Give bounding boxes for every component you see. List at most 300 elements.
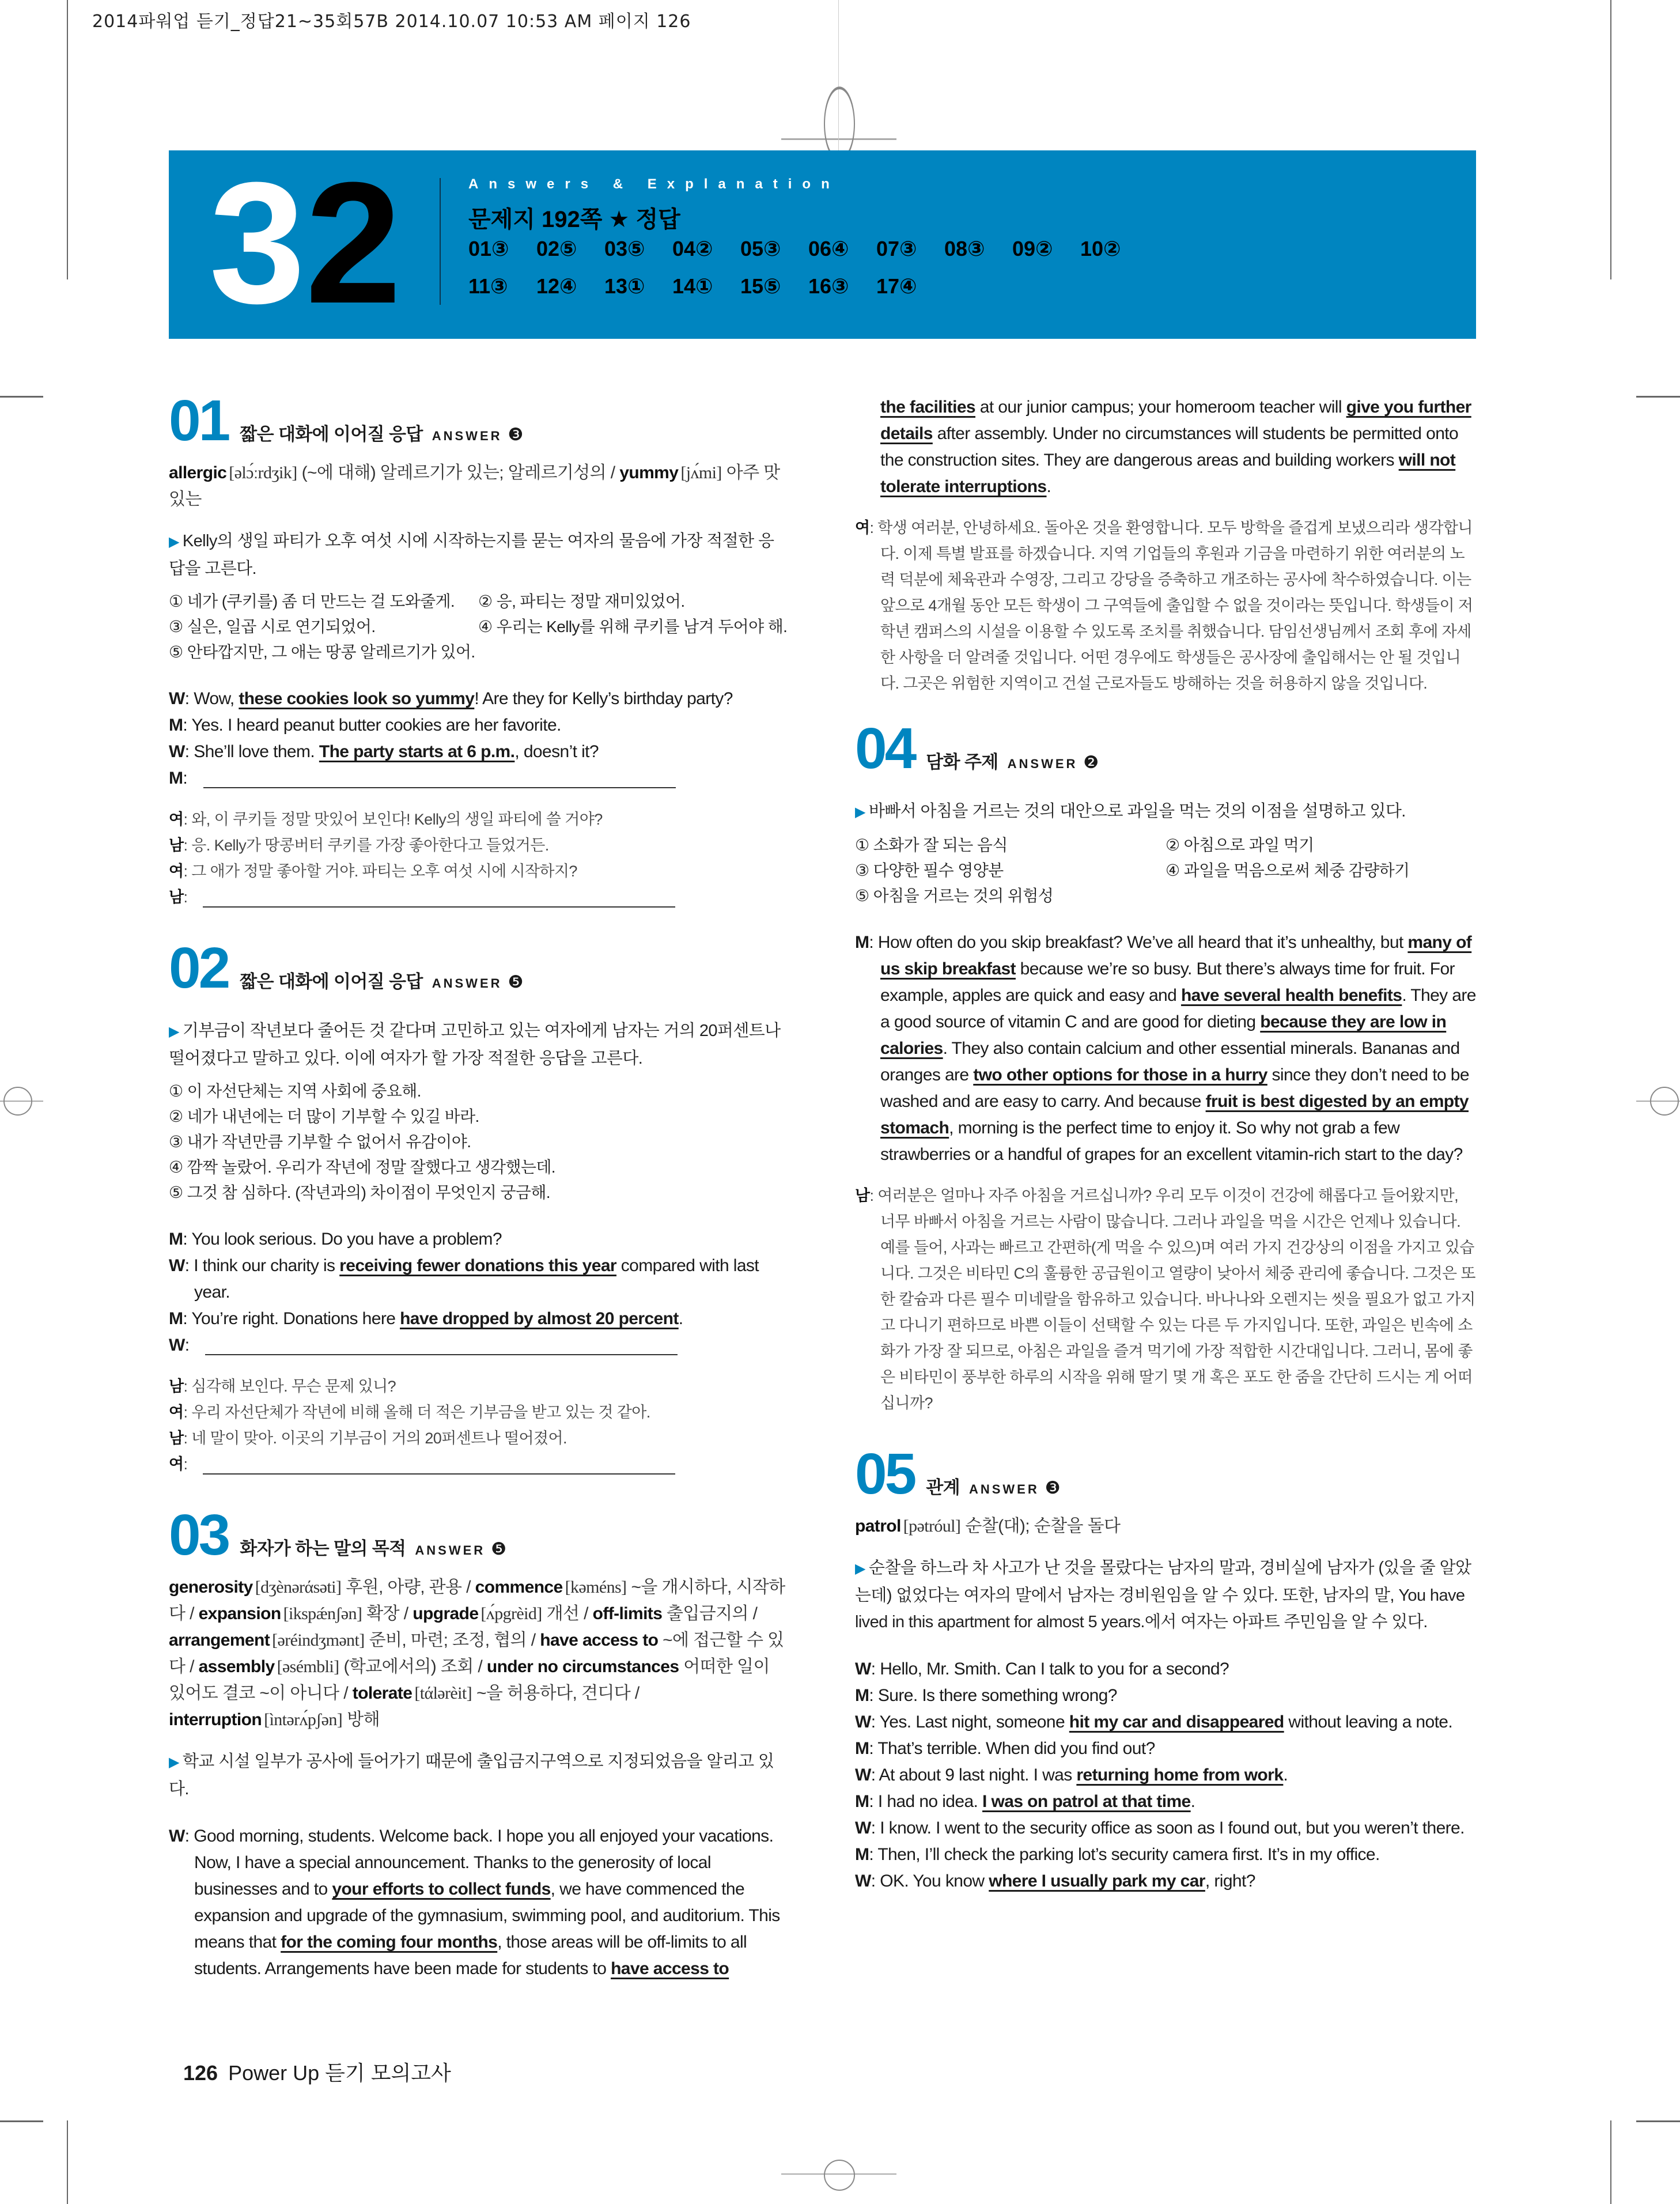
script-line	[855, 1656, 1476, 1683]
vocab-definition: ~을 개시하다, 시작하다 /	[169, 1578, 785, 1623]
speaker-label: 남	[169, 889, 184, 906]
answer-key-item: 17④	[876, 274, 917, 298]
answer-label: ANSWER	[1007, 757, 1078, 771]
section-title: 관계	[926, 1477, 960, 1498]
key-phrase: The party starts at 6 p.m.	[319, 742, 515, 761]
vocab-word: under no circumstances	[486, 1657, 679, 1676]
korean-translation	[855, 1183, 1476, 1416]
english-script	[855, 929, 1476, 1168]
text-run: 우리 자선단체가 작년에 비해 올해 더 적은 기부금을 받고 있는 것 같아.	[191, 1404, 650, 1421]
colon: :	[869, 1845, 878, 1864]
korean-translation	[855, 515, 1476, 697]
vocab-definition: 확장 /	[366, 1604, 413, 1623]
script-line	[855, 1709, 1476, 1736]
answer-key-item: 06④	[808, 237, 849, 260]
korean-translation	[169, 807, 788, 910]
korean-translation	[169, 1374, 788, 1477]
text-run: . They are a good source of vitamin C and are good for dieting	[880, 986, 1476, 1031]
key-phrase: have several health benefits	[1180, 986, 1402, 1005]
answer-key-item: 05③	[740, 237, 781, 260]
key-phrase: your efforts to collect funds	[332, 1880, 551, 1899]
colon: :	[183, 1378, 192, 1395]
answer-options	[169, 1079, 788, 1205]
speaker-label: M	[855, 1845, 869, 1864]
crop-mark	[0, 2120, 43, 2122]
speaker-label: M	[169, 1230, 183, 1249]
text-run: .	[1046, 477, 1051, 496]
vocabulary	[855, 1513, 1476, 1540]
crop-mark	[1636, 2120, 1680, 2122]
colon: :	[871, 1659, 880, 1678]
triangle-bullet-icon: ▶	[169, 1755, 179, 1770]
right-column	[855, 394, 1476, 1895]
script-continuation	[855, 394, 1476, 500]
answer-option: ⑤ 아침을 거르는 것의 위험성	[855, 887, 1054, 905]
answer-row	[468, 237, 1148, 261]
speaker-label: W	[855, 1872, 871, 1891]
key-phrase: many of us skip breakfast	[880, 933, 1472, 978]
answer-blank	[203, 770, 676, 788]
text-run: 심각해 보인다. 무슨 문제 있니?	[191, 1378, 396, 1395]
key-phrase: have dropped by almost 20 percent	[400, 1309, 679, 1328]
section-04	[855, 716, 1476, 1416]
vocab-word: upgrade	[413, 1604, 479, 1623]
section-02	[169, 936, 788, 1477]
vocab-word: patrol	[855, 1517, 901, 1536]
key-phrase: where I usually park my car	[989, 1872, 1205, 1891]
script-line	[169, 1400, 788, 1426]
crop-mark	[1636, 396, 1680, 398]
answer-label: ANSWER	[415, 1543, 486, 1557]
vocab-word: tolerate	[352, 1684, 413, 1703]
vocab-pronunciation: [kəméns]	[565, 1578, 627, 1597]
section-header	[855, 1442, 1476, 1509]
text-run: .	[1283, 1766, 1288, 1785]
answer-mark: ❸	[1045, 1479, 1061, 1498]
speaker-label: 여	[169, 811, 184, 828]
key-phrase: fruit is best digested by an empty stomach	[880, 1092, 1469, 1137]
speaker-label: 남	[169, 1430, 184, 1447]
colon: :	[183, 1404, 192, 1421]
key-phrase: receiving fewer donations this year	[339, 1256, 616, 1275]
text-run: , doesn’t it?	[514, 742, 599, 761]
english-script	[169, 1823, 788, 1982]
script-line	[169, 1374, 788, 1400]
vocab-word: assembly	[198, 1657, 275, 1676]
text-run: 여러분은 얼마나 자주 아침을 거르십니까? 우리 모두 이것이 건강에 해롭다고 들어왔지만, 너무 바빠서 아침을 거르는 사람이 많습니다. 그러나 과일을 먹을 시간은 언제나 있습니다. 예를 들어, 사과는 빠르고 간편하(게 먹을 수 있으)며 여러 가지 건강상의 이점을 가지고 있습니다. 그것은 비타민 C의 훌륭한 공급원이고 열량이 낮아서 체중 관리에 좋습니다. 그것은 또한 칼슘과 다른 필수 미네랄을 함유하고 있습니다. 바나나와 오렌지는 씻을 필요가 없고 가지고 다니기 편하므로 바쁜 이들이 선택할 수 있는 다른 두 가지입니다. 또한, 과일은 빈속에 소화가 가장 잘 되므로, 아침은 과일을 즐겨 먹기에 가장 적합한 시간대입니다. 그러니, 몸에 좋은 비타민이 풍부한 하루의 시작을 위해 딸기 몇 개 혹은 포도 한 줌을 간단히 드시는 게 어떠십니까?	[877, 1187, 1475, 1412]
vocab-pronunciation: [ʌ́pgrèid]	[480, 1604, 542, 1623]
vocab-pronunciation: [tάlərèit]	[414, 1684, 472, 1703]
answer-label: ANSWER	[432, 429, 502, 443]
divider	[440, 178, 441, 305]
explanation	[169, 1018, 788, 1072]
speaker-label: M	[855, 1739, 869, 1758]
key-phrase: because they are low in calories	[880, 1012, 1447, 1058]
key-phrase: will not tolerate interruptions	[880, 451, 1456, 496]
script-line	[855, 1683, 1476, 1709]
answer-options	[855, 833, 1476, 909]
text-run: , right?	[1205, 1872, 1255, 1891]
explanation-text: Kelly의 생일 파티가 오후 여섯 시에 시작하는지를 묻는 여자의 물음에 가장 적절한 응답을 고른다.	[169, 532, 774, 578]
speaker-label: 남	[169, 837, 184, 854]
section-number: 04	[855, 716, 915, 781]
section-header	[169, 388, 788, 455]
section-05	[855, 1442, 1476, 1895]
script-line	[169, 1451, 788, 1477]
vocab-definition: 순찰(대); 순찰을 돌다	[965, 1517, 1121, 1536]
answer-option: ① 소화가 잘 되는 음식	[855, 836, 1008, 854]
text-run: . They also contain calcium and other essential minerals. Bananas and oranges are	[880, 1039, 1460, 1084]
text-run: 그 애가 정말 좋아할 거야. 파티는 오후 여섯 시에 시작하지?	[191, 863, 577, 880]
vocab-word: commence	[475, 1578, 563, 1597]
answer-option: ④ 과일을 먹음으로써 체중 감량하기	[1166, 861, 1410, 879]
text-run: 와, 이 쿠키들 정말 맛있어 보인다! Kelly의 생일 파티에 쓸 거야?	[191, 811, 603, 828]
vocab-definition: 후원, 아량, 관용 /	[346, 1578, 475, 1597]
vocab-pronunciation: [əsémbli]	[277, 1657, 339, 1676]
text-run: .	[678, 1309, 683, 1328]
text-run: , those areas will be off-limits to all students. Arrangements have been made for students to	[194, 1933, 747, 1978]
script-line	[855, 929, 1476, 1168]
answer-option: ③ 내가 작년만큼 기부할 수 없어서 유감이야.	[169, 1133, 471, 1151]
answer-key-item: 07③	[876, 237, 917, 260]
script-line	[169, 1332, 788, 1359]
text-run: How often do you skip breakfast? We’ve all heard that it’s unhealthy, but	[877, 933, 1408, 952]
vocab-word: off-limits	[592, 1604, 663, 1623]
crop-mark	[1610, 0, 1611, 279]
section-03	[169, 1503, 788, 1982]
colon: :	[869, 1792, 878, 1811]
text-run: That’s terrible. When did you find out?	[877, 1739, 1155, 1758]
text-run: Hello, Mr. Smith. Can I talk to you for a second?	[880, 1659, 1229, 1678]
section-title: 담화 주제	[926, 752, 998, 772]
key-phrase: the facilities	[880, 398, 975, 417]
answer-key-item: 10②	[1080, 237, 1121, 260]
explanation	[169, 1748, 788, 1802]
script-line	[855, 1815, 1476, 1842]
speaker-label: W	[169, 689, 185, 708]
text-run: Good morning, students. Welcome back. I hope you all enjoyed your vacations. Now, I have a special announcement. Thanks to the generosity of local businesses and to	[194, 1827, 774, 1899]
colon: :	[183, 811, 192, 828]
speaker-label: W	[855, 1766, 871, 1785]
key-phrase: I was on patrol at that time	[982, 1792, 1191, 1811]
registration-circle-icon	[824, 2160, 855, 2191]
crop-mark	[67, 2120, 68, 2204]
text-run: Sure. Is there something wrong?	[877, 1686, 1117, 1705]
script-line	[169, 884, 788, 910]
colon: :	[184, 1827, 194, 1846]
vocab-definition: 출입금지의 /	[667, 1604, 758, 1623]
vocabulary	[169, 460, 788, 513]
text-run: 학생 여러분, 안녕하세요. 돌아온 것을 환영합니다. 모두 방학을 즐겁게 보냈으리라 생각합니다. 이제 특별 발표를 하겠습니다. 지역 기업들의 후원과 기금을 마련하기 위한 여러분의 노력 덕분에 체육관과 수영장, 그리고 강당을 증축하고 개조하는 공사에 착수하였습니다. 이는 앞으로 4개월 동안 모든 학생이 그 구역들에 출입할 수 없을 것이라는 뜻입니다. 학생들이 저학년 캠퍼스의 시설을 이용할 수 있도록 조치를 취했습니다. 담임선생님께서 조회 후에 자세한 사항을 더 알려줄 것입니다. 어떤 경우에도 학생들은 공사장에 출입해서는 안 될 것입니다. 그곳은 위험한 지역이고 건설 근로자들도 방해하는 것을 허용하지 않을 것입니다.	[877, 519, 1473, 692]
vocab-definition: 아주 맛있는	[169, 463, 780, 509]
triangle-bullet-icon: ▶	[855, 804, 865, 820]
text-run: without leaving a note.	[1284, 1712, 1453, 1732]
answer-blank	[205, 1337, 678, 1355]
text-run: .	[1190, 1792, 1195, 1811]
registration-circle-icon	[3, 1087, 32, 1116]
section-number: 05	[855, 1442, 915, 1506]
colon: :	[184, 1256, 194, 1275]
answer-option: ② 아침으로 과일 먹기	[1166, 836, 1314, 854]
answer-option: ① 네가 (쿠키를) 좀 더 만드는 걸 도와줄게.	[169, 592, 455, 610]
answer-label: ANSWER	[968, 1482, 1039, 1496]
speaker-label: M	[169, 1309, 183, 1328]
answer-key-item: 16③	[808, 274, 849, 298]
answer-option: ② 네가 내년에는 더 많이 기부할 수 있길 바라.	[169, 1107, 479, 1125]
script-line	[169, 1426, 788, 1451]
answer-row	[468, 274, 944, 298]
colon: :	[184, 742, 194, 761]
vocab-pronunciation: [əréindʒmənt]	[272, 1631, 365, 1650]
crop-mark	[67, 0, 68, 279]
text-run: Yes. Last night, someone	[879, 1712, 1069, 1732]
script-line	[855, 1183, 1476, 1416]
text-run: 네 말이 맞아. 이곳의 기부금이 거의 20퍼센트나 떨어졌어.	[191, 1430, 567, 1447]
answer-key-item: 03⑤	[604, 237, 645, 260]
colon: :	[184, 689, 194, 708]
vocab-word: generosity	[169, 1578, 253, 1597]
answer-key-item: 14①	[672, 274, 713, 298]
print-slug: 2014파워업 듣기_정답21~35회57B 2014.10.07 10:53 AM 페이지 126	[92, 12, 691, 32]
colon: :	[184, 1336, 194, 1355]
script-line	[169, 1226, 788, 1253]
section-header	[169, 936, 788, 1003]
section-title: 화자가 하는 말의 목적	[240, 1538, 406, 1559]
section-header	[169, 1503, 788, 1570]
english-script	[855, 1656, 1476, 1895]
vocab-definition: 방해	[347, 1710, 380, 1729]
text-run: Yes. I heard peanut butter cookies are her favorite.	[191, 716, 561, 735]
test-number	[209, 146, 402, 339]
text-run: At about 9 last night. I was	[879, 1766, 1077, 1785]
header-title: 문제지 192쪽 ★ 정답	[468, 207, 680, 232]
colon: :	[869, 1187, 878, 1204]
header-label: Answers & Explanation	[468, 176, 840, 192]
script-line	[169, 1253, 788, 1306]
speaker-label: M	[855, 1792, 869, 1811]
vocabulary	[169, 1574, 788, 1733]
section-number: 02	[169, 936, 229, 1000]
vocab-pronunciation: [jʌ́mi]	[680, 463, 722, 482]
answer-option: ④ 깜짝 놀랐어. 우리가 작년에 정말 잘했다고 생각했는데.	[169, 1158, 555, 1176]
text-run: because we’re so busy. But there’s always time for fruit. For example, apples are quick and easy and	[880, 959, 1455, 1005]
vocab-pronunciation: [ìntərʌ́pʃən]	[264, 1710, 343, 1729]
colon: :	[183, 716, 192, 735]
script-line	[169, 1306, 788, 1332]
vocab-word: arrangement	[169, 1631, 270, 1650]
section-number: 01	[169, 388, 229, 453]
script-line	[855, 515, 1476, 697]
speaker-label: W	[169, 742, 185, 761]
colon: :	[871, 1712, 880, 1732]
answer-key-header	[169, 146, 1476, 339]
key-phrase: returning home from work	[1076, 1766, 1284, 1785]
key-phrase: these cookies look so yummy	[239, 689, 475, 708]
answer-key-item: 12④	[536, 274, 577, 298]
text-run: I know. I went to the security office as soon as I found out, but you weren’t there.	[880, 1819, 1465, 1838]
answer-key-item: 13①	[604, 274, 645, 298]
colon: :	[869, 519, 878, 536]
vocab-definition: 준비, 마련; 조정, 협의 /	[369, 1631, 540, 1650]
answer-option: ④ 우리는 Kelly를 위해 쿠키를 남겨 두어야 해.	[478, 618, 788, 636]
answer-key-item: 04②	[672, 237, 713, 260]
answer-option: ② 응, 파티는 정말 재미있었어.	[478, 592, 685, 610]
key-phrase: for the coming four months	[281, 1933, 498, 1952]
vocab-word: expansion	[198, 1604, 281, 1623]
triangle-bullet-icon: ▶	[169, 1024, 179, 1039]
explanation	[169, 528, 788, 582]
left-column	[169, 388, 788, 1982]
colon: :	[871, 1766, 879, 1785]
text-run: Wow,	[194, 689, 239, 708]
registration-circle-icon	[1650, 1087, 1679, 1116]
colon: :	[183, 1309, 192, 1328]
vocab-definition: ~을 허용하다, 견디다 /	[476, 1684, 640, 1703]
triangle-bullet-icon: ▶	[169, 534, 179, 550]
vocab-word: allergic	[169, 463, 227, 482]
script-line	[169, 765, 788, 792]
explanation-text: 학교 시설 일부가 공사에 들어가기 때문에 출입금지구역으로 지정되었음을 알리고 있다.	[169, 1752, 774, 1798]
colon: :	[869, 1686, 878, 1705]
speaker-label: M	[855, 933, 869, 952]
answer-key-item: 11③	[468, 274, 508, 298]
answer-key-item: 09②	[1012, 237, 1053, 260]
triangle-bullet-icon: ▶	[855, 1561, 865, 1577]
speaker-label: W	[169, 1827, 185, 1846]
script-line	[855, 1736, 1476, 1762]
vocab-word: have access to	[540, 1631, 659, 1650]
speaker-label: M	[169, 716, 183, 735]
speaker-label: 여	[169, 1456, 184, 1473]
speaker-label: 남	[169, 1378, 184, 1395]
answer-key-item: 02⑤	[536, 237, 577, 260]
key-phrase: hit my car and disappeared	[1069, 1712, 1284, 1732]
key-phrase: give you further details	[880, 398, 1471, 443]
colon: :	[183, 889, 192, 906]
section-number: 03	[169, 1503, 229, 1567]
colon: :	[183, 837, 192, 854]
text-run: ! Are they for Kelly’s birthday party?	[474, 689, 733, 708]
vocab-pronunciation: [pətróul]	[903, 1517, 961, 1536]
text-run: Then, I’ll check the parking lot’s security camera first. It’s in my office.	[877, 1845, 1380, 1864]
answer-option: ③ 실은, 일곱 시로 연기되었어.	[169, 618, 376, 636]
answer-option: ③ 다양한 필수 영양분	[855, 861, 1004, 879]
answer-mark: ❸	[508, 425, 523, 444]
text-run: You’re right. Donations here	[191, 1309, 400, 1328]
text-run: at our junior campus; your homeroom teacher will	[975, 398, 1346, 417]
script-line	[169, 739, 788, 765]
explanation-text: 바빠서 아침을 거르는 것의 대안으로 과일을 먹는 것의 이점을 설명하고 있다.	[868, 802, 1406, 821]
script-line	[169, 859, 788, 884]
text-run: OK. You know	[880, 1872, 989, 1891]
key-phrase: two other options for those in a hurry	[973, 1065, 1267, 1084]
vocab-definition: (학교에서의) 조회 /	[343, 1657, 487, 1676]
script-line	[855, 1762, 1476, 1789]
colon: :	[871, 1819, 880, 1838]
text-run: since they don’t need to be washed and are easy to carry. And because	[880, 1065, 1469, 1111]
test-number-digit: 3	[209, 146, 305, 339]
vocab-pronunciation: [ikspǽnʃən]	[283, 1604, 362, 1623]
english-script	[169, 1226, 788, 1359]
colon: :	[871, 1872, 880, 1891]
section-title: 짧은 대화에 이어질 응답	[240, 971, 423, 992]
answer-key-item: 08③	[944, 237, 985, 260]
vocab-definition: (~에 대해) 알레르기가 있는; 알레르기성의 /	[301, 463, 620, 482]
script-line	[855, 1789, 1476, 1815]
answer-mark: ❺	[491, 1540, 506, 1559]
answer-option: ⑤ 안타깝지만, 그 애는 땅콩 알레르기가 있어.	[169, 643, 475, 661]
answer-mark: ❷	[1083, 753, 1099, 772]
crop-mark	[1610, 2120, 1611, 2204]
vocab-definition: 개선 /	[546, 1604, 593, 1623]
text-run: after assembly. Under no circumstances will students be permitted onto the construction sites. They are dangerous areas and building workers	[880, 424, 1459, 470]
speaker-label: 여	[169, 1404, 184, 1421]
section-01	[169, 388, 788, 910]
section-title: 짧은 대화에 이어질 응답	[240, 424, 423, 444]
answer-options	[169, 589, 788, 665]
text-run: 응. Kelly가 땅콩버터 쿠키를 가장 좋아한다고 들었거든.	[191, 837, 549, 854]
vocab-definition: 어떠한 일이 있어도 결코 ~이 아니다 /	[169, 1657, 770, 1703]
text-run: , morning is the perfect time to enjoy it. So why not grab a few strawberries or a handful of grapes for an excellent vitamin-rich start to the day?	[880, 1118, 1463, 1164]
script-line	[169, 807, 788, 833]
text-run: She’ll love them.	[194, 742, 319, 761]
colon: :	[183, 769, 192, 788]
speaker-label: 여	[169, 863, 184, 880]
explanation-text: 순찰을 하느라 차 사고가 난 것을 몰랐다는 남자의 말과, 경비실에 남자가 (있을 줄 알았는데) 없었다는 여자의 말에서 남자는 경비원임을 알 수 있다. 또한, 남자의 말, You have lived in this apartment for almost 5 years.에서 여자는 아파트 주민임을 알 수 있다.	[855, 1559, 1471, 1631]
page-footer	[183, 2057, 451, 2086]
script-line	[169, 833, 788, 859]
colon: :	[869, 1739, 878, 1758]
speaker-label: W	[855, 1819, 871, 1838]
english-script	[169, 686, 788, 792]
text-run: I had no idea.	[877, 1792, 983, 1811]
text-run: You look serious. Do you have a problem?	[191, 1230, 502, 1249]
answer-blank	[203, 889, 675, 908]
page-number: 126	[183, 2061, 218, 2085]
speaker-label: M	[855, 1686, 869, 1705]
key-phrase: have access to	[611, 1959, 729, 1978]
colon: :	[183, 1456, 192, 1473]
section-03-continued	[855, 394, 1476, 697]
colon: :	[183, 1430, 192, 1447]
explanation	[855, 798, 1476, 826]
text-run: , we have commenced the expansion and upgrade of the gymnasium, swimming pool, and auditorium. This means that	[194, 1880, 780, 1952]
explanation-text: 기부금이 작년보다 줄어든 것 같다며 고민하고 있는 여자에게 남자는 거의 20퍼센트나 떨어졌다고 말하고 있다. 이에 여자가 할 가장 적절한 응답을 고른다.	[169, 1022, 781, 1068]
text-run: compared with last year.	[194, 1256, 759, 1302]
text-run: I think our charity is	[194, 1256, 340, 1275]
answer-key-item: 01③	[468, 237, 509, 260]
answer-key-item: 15⑤	[740, 274, 781, 298]
test-number-digit: 2	[305, 146, 402, 339]
script-line	[855, 1868, 1476, 1895]
speaker-label: 남	[855, 1187, 870, 1204]
vocab-definition: ~에 접근할 수 있다 /	[169, 1631, 784, 1676]
crop-mark	[0, 396, 43, 398]
explanation	[855, 1555, 1476, 1635]
answer-option: ① 이 자선단체는 지역 사회에 중요해.	[169, 1082, 421, 1100]
book-title: Power Up 듣기 모의고사	[228, 2061, 451, 2085]
colon: :	[183, 863, 192, 880]
script-line	[169, 686, 788, 712]
answer-blank	[203, 1456, 675, 1475]
script-line	[169, 1823, 788, 1982]
script-line	[855, 1842, 1476, 1868]
vocab-word: interruption	[169, 1710, 262, 1729]
vocab-pronunciation: [dʒènərάsəti]	[255, 1578, 342, 1597]
answer-mark: ❺	[508, 973, 523, 992]
vocab-word: yummy	[619, 463, 679, 482]
colon: :	[183, 1230, 192, 1249]
